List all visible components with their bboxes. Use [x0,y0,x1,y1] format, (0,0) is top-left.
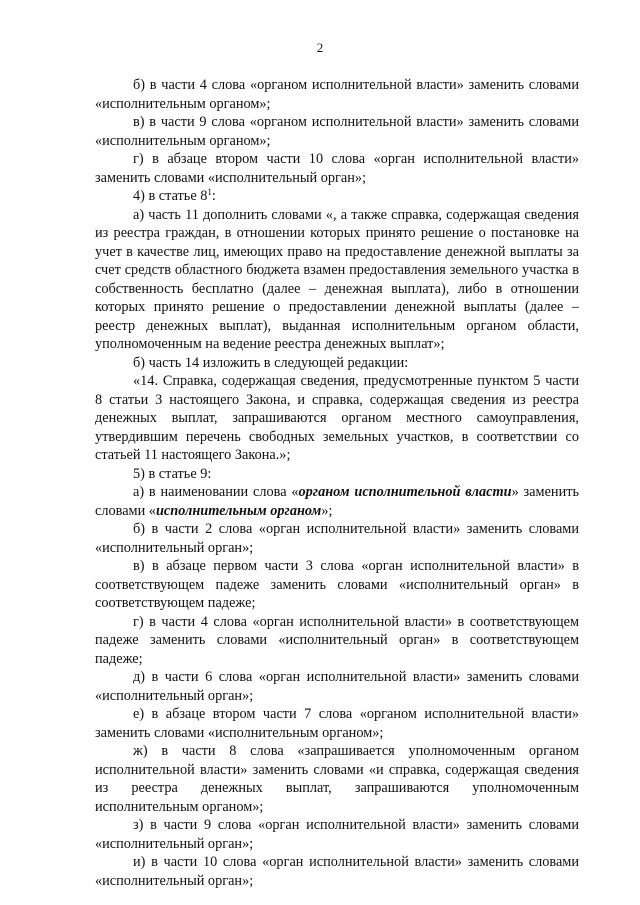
paragraph-article-8-1-heading [95,187,579,206]
amend-a-pre: а) в наименовании слова « [133,484,299,500]
paragraph-amend-g-part-4: г) в части 4 слова «орган исполнительной власти» в соответствующем падеже заменить словами «исполнительный орган» в соответствующем падеже; [95,613,579,667]
paragraph-amend-z-part-9: з) в части 9 слова «орган исполнительной власти» заменить словами «исполнительный орган»; [95,817,579,852]
paragraph-amend-b-part-2: б) в части 2 слова «орган исполнительной власти» заменить словами «исполнительный орган»; [95,521,579,556]
paragraph-new-part-14-text: «14. Справка, содержащая сведения, предусмотренные пунктом 5 части 8 статьи 3 настоящего Закона, и справка, содержащая сведения из реестра денежных выплат, запрашиваются органом местного самоуправления, утвердившим перечень свободных земельных участков, в соответствии со статьей 11 настоящего Закона.»; [95,373,579,463]
page-number: 2 [316,40,324,55]
article-superscript: 1 [207,187,212,197]
paragraph-amend-i-part-10: и) в части 10 слова «орган исполнительной власти» заменить словами «исполнительный орган»; [95,854,579,889]
document-body [95,76,579,890]
paragraph-amend-v-part-3: в) в абзаце первом части 3 слова «орган исполнительной власти» в соответствующем падеже заменить словами «исполнительный орган» в соответствующем падеже; [95,558,579,611]
amend-a-post: »; [321,502,333,519]
amend-a-mid: » заменить словами « [95,484,579,519]
paragraph-amend-zh-part-8: ж) в части 8 слова «запрашивается уполномоченным органом исполнительной власти» заменить словами «и справка, содержащая сведения из реестра денежных выплат, запрашиваются уполномоченным исполнительным органом»; [95,743,579,815]
paragraph-amend-a-part-11: а) часть 11 дополнить словами «, а также справка, содержащая сведения из реестра граждан, в отношении которых принято решение о постановке на учет в качестве лиц, имеющих право на предоставление денежной выплаты за счет средств областного бюджета взамен предоставления земельного участка в собственность бесплатно (далее – денежная выплата), либо в отношении которых принято решение о предоставлении денежной выплаты (далее – реестр денежных выплат), выданная исполнительным органом области, уполномоченным на ведение реестра денежных выплат»; [95,206,579,352]
paragraph-amend-b-part-14: б) часть 14 изложить в следующей редакции: [133,354,409,371]
paragraph-amend-g-part-10: г) в абзаце втором части 10 слова «орган исполнительной власти» заменить словами «исполнительный орган»; [95,151,579,186]
emphasized-new-term: исполнительным органом [155,502,322,519]
paragraph-amend-a-title [95,483,579,520]
paragraph-amend-d-part-6: д) в части 6 слова «орган исполнительной власти» заменить словами «исполнительный орган»; [95,669,579,704]
article-heading-text: 4) в статье 8 [133,188,208,204]
article-heading-colon: : [211,188,216,204]
paragraph-amend-v-part-9: в) в части 9 слова «органом исполнительной власти» заменить словами «исполнительным органом»; [95,114,579,149]
paragraph-amend-b-part-4: б) в части 4 слова «органом исполнительной власти» заменить словами «исполнительным органом»; [95,77,579,112]
paragraph-article-9-heading: 5) в статье 9: [133,465,212,482]
paragraph-amend-e-part-7: е) в абзаце втором части 7 слова «органом исполнительной власти» заменить словами «исполнительным органом»; [95,706,579,741]
emphasized-old-term: органом исполнительной власти [298,484,512,500]
